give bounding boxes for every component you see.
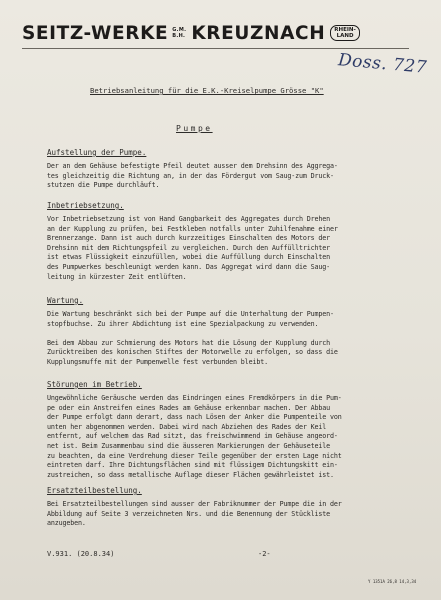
region-bottom: LAND	[336, 33, 354, 39]
letterhead-rule	[22, 48, 409, 49]
section-commissioning	[47, 201, 415, 282]
section-malfunctions	[47, 380, 415, 480]
section-title: Ersatzteilbestellung.	[47, 486, 142, 495]
company-region-badge	[330, 25, 360, 41]
legal-form-top: G.M.	[172, 27, 187, 33]
section-text: Vor Inbetriebsetzung ist von Hand Gangbarkeit des Aggregates durch Drehen an der Kupplung zu prüfen, bei Festkleben notfalls unter Zuhilfenahme einer Brennerzange. Dann ist auch durch kurzzeitiges Einschalten des Motors der Drehsinn mit dem Richtungspfeil zu vergleichen. Durch den Auffülltrichter ist etwas Flüssigkeit einzufüllen, wobei die Auffüllung durch Einschalten des Pumpwerkes beschleunigt werden kann. Das Aggregat wird dann die Saug- leitung in kürzester Zeit entlüften.	[47, 215, 338, 281]
letterhead	[22, 20, 417, 46]
printer-mark: Y 1351A 26,8 14,3,34	[368, 579, 417, 584]
section-maintenance	[47, 296, 415, 368]
section-title: Inbetriebsetzung.	[47, 201, 124, 210]
section-text: Der an dem Gehäuse befestigte Pfeil deutet ausser dem Drehsinn des Aggrega- tes gleichzeitig die Richtung an, in der das Fördergut vom Saug-zum Druck- stutzen die Pumpe durchläuft.	[47, 162, 338, 190]
section-spare-parts	[47, 486, 415, 529]
handwritten-dossier-note: Doss. 727	[337, 50, 428, 78]
section-title: Wartung.	[47, 296, 84, 305]
section-text: Ungewöhnliche Geräusche werden das Eindringen eines Fremdkörpers in die Pum- pe oder ein Anstreifen eines Rades am Gehäuse erkennbar machen. Der Abbau der Pumpe erfolgt dann derart, dass nach Lösen der Anker die Pumpenteile von unten her abgenommen werden. Dabei wird nach Abziehen des Rades der Keil entfernt, auf welchem das Rad sitzt, das freischwimmend im Gehäuse angeord- net ist. Beim Zusammenbau sind die äusseren Markierungen der Gehäuseteile zu beachten, da eine Verdrehung dieser Teile gegenüber der ersten Lage nicht eintreten darf. Ihre Dichtungsflächen sind mit flüssigem Dichtungskitt ein- zustreichen, so dass metallische Auflage dieser Flächen gewährleistet ist.	[47, 394, 342, 479]
form-number: V.931. (20.8.34)	[47, 550, 115, 558]
company-name: SEITZ-WERKE	[22, 22, 169, 44]
section-text: Die Wartung beschränkt sich bei der Pumpe auf die Unterhaltung der Pumpen- stopfbuchse. Zu ihrer Abdichtung ist eine Spezialpackung zu verwenden. Bei dem Abbau zur Schmierung des Motors hat die Lösung der Kupplung durch Zurücktreiben des konischen Stiftes der Motorwelle zu erfolgen, so dass die Kupplungsmuffe mit der Pumpenwelle fest verbunden bleibt.	[47, 310, 338, 366]
section-title: Störungen im Betrieb.	[47, 380, 142, 389]
section-installation	[47, 148, 415, 191]
region-top: RHEIN-	[334, 27, 356, 33]
company-city: KREUZNACH	[191, 22, 326, 44]
company-legal-form	[172, 27, 186, 39]
legal-form-bottom: B.H.	[172, 33, 186, 39]
page-number: -2-	[258, 550, 271, 558]
document-title: Betriebsanleitung für die E.K.-Kreiselpumpe Grösse "K"	[90, 86, 324, 95]
section-title: Aufstellung der Pumpe.	[47, 148, 147, 157]
section-heading: Pumpe	[176, 124, 213, 133]
section-text: Bei Ersatzteilbestellungen sind ausser der Fabriknummer der Pumpe die in der Abbildung auf Seite 3 verzeichneten Nrs. und die Benennung der Stückliste anzugeben.	[47, 500, 342, 528]
